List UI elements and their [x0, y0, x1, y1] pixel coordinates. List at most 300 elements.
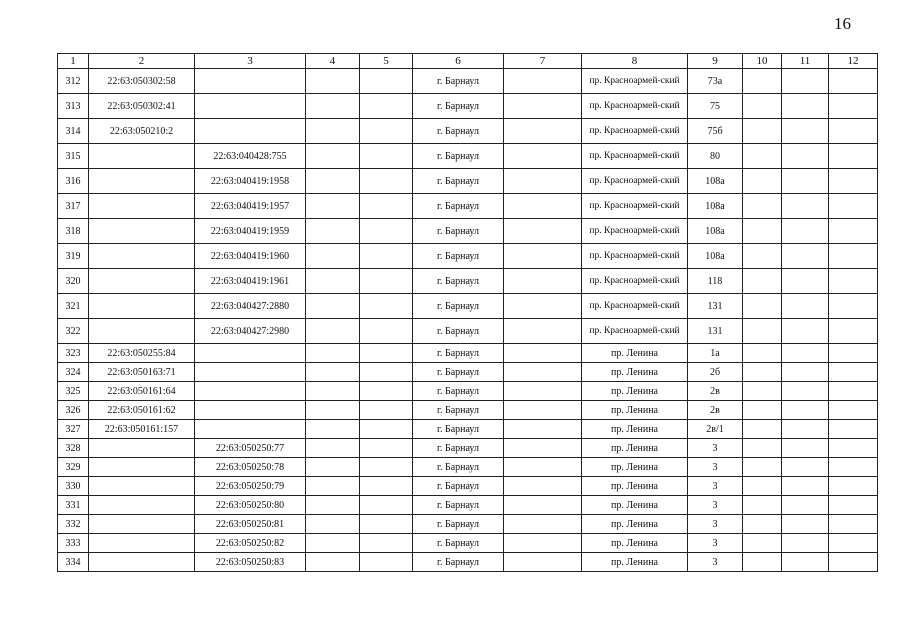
col12-cell: [829, 244, 878, 269]
col12-cell: [829, 458, 878, 477]
col11-cell: [782, 439, 829, 458]
col11-cell: [782, 515, 829, 534]
cadastral-number-cell-2: 22:63:040427:2880: [195, 294, 306, 319]
col4-cell: [306, 553, 360, 572]
row-number-cell: 334: [58, 553, 89, 572]
street-cell: пр. Ленина: [582, 515, 688, 534]
street-cell: пр. Ленина: [582, 458, 688, 477]
street-cell: пр. Красноармей-ский: [582, 169, 688, 194]
column-header: 8: [582, 54, 688, 69]
col7-cell: [504, 244, 582, 269]
col12-cell: [829, 219, 878, 244]
city-cell: г. Барнаул: [413, 269, 504, 294]
col11-cell: [782, 319, 829, 344]
col7-cell: [504, 169, 582, 194]
col10-cell: [743, 69, 782, 94]
col12-cell: [829, 515, 878, 534]
table-row: [58, 515, 878, 534]
col4-cell: [306, 439, 360, 458]
col11-cell: [782, 344, 829, 363]
register-table: [57, 53, 878, 572]
street-cell: пр. Ленина: [582, 420, 688, 439]
street-cell: пр. Ленина: [582, 401, 688, 420]
col11-cell: [782, 69, 829, 94]
col5-cell: [360, 194, 413, 219]
cadastral-number-cell: 22:63:050161:62: [89, 401, 195, 420]
col4-cell: [306, 219, 360, 244]
col10-cell: [743, 244, 782, 269]
col11-cell: [782, 144, 829, 169]
column-header: 2: [89, 54, 195, 69]
row-number-cell: 323: [58, 344, 89, 363]
row-number-cell: 316: [58, 169, 89, 194]
col7-cell: [504, 534, 582, 553]
col4-cell: [306, 269, 360, 294]
cadastral-number-cell-2: 22:63:040427:2980: [195, 319, 306, 344]
row-number-cell: 317: [58, 194, 89, 219]
col5-cell: [360, 401, 413, 420]
table-row: [58, 144, 878, 169]
col7-cell: [504, 194, 582, 219]
row-number-cell: 333: [58, 534, 89, 553]
cadastral-number-cell-2: 22:63:050250:82: [195, 534, 306, 553]
col5-cell: [360, 496, 413, 515]
col10-cell: [743, 119, 782, 144]
col10-cell: [743, 144, 782, 169]
col10-cell: [743, 420, 782, 439]
col7-cell: [504, 458, 582, 477]
city-cell: г. Барнаул: [413, 94, 504, 119]
col4-cell: [306, 458, 360, 477]
col10-cell: [743, 439, 782, 458]
house-number-cell: 108а: [688, 219, 743, 244]
cadastral-number-cell: [89, 477, 195, 496]
col12-cell: [829, 144, 878, 169]
house-number-cell: 3: [688, 439, 743, 458]
col5-cell: [360, 269, 413, 294]
col10-cell: [743, 401, 782, 420]
col12-cell: [829, 344, 878, 363]
col5-cell: [360, 144, 413, 169]
city-cell: г. Барнаул: [413, 515, 504, 534]
street-cell: пр. Ленина: [582, 534, 688, 553]
col11-cell: [782, 219, 829, 244]
table-row: [58, 194, 878, 219]
cadastral-number-cell: [89, 458, 195, 477]
column-header: 7: [504, 54, 582, 69]
table-row: [58, 94, 878, 119]
street-cell: пр. Красноармей-ский: [582, 319, 688, 344]
column-header: 1: [58, 54, 89, 69]
house-number-cell: 75: [688, 94, 743, 119]
col12-cell: [829, 420, 878, 439]
col5-cell: [360, 219, 413, 244]
col4-cell: [306, 344, 360, 363]
street-cell: пр. Ленина: [582, 477, 688, 496]
cadastral-number-cell: [89, 496, 195, 515]
street-cell: пр. Красноармей-ский: [582, 94, 688, 119]
cadastral-number-cell-2: 22:63:040428:755: [195, 144, 306, 169]
col7-cell: [504, 294, 582, 319]
col7-cell: [504, 382, 582, 401]
col7-cell: [504, 439, 582, 458]
table-row: [58, 477, 878, 496]
column-header: 12: [829, 54, 878, 69]
row-number-cell: 329: [58, 458, 89, 477]
col7-cell: [504, 119, 582, 144]
house-number-cell: 2б: [688, 363, 743, 382]
cadastral-number-cell-2: [195, 94, 306, 119]
col11-cell: [782, 119, 829, 144]
house-number-cell: 3: [688, 553, 743, 572]
table-row: [58, 534, 878, 553]
col5-cell: [360, 553, 413, 572]
col7-cell: [504, 144, 582, 169]
col12-cell: [829, 363, 878, 382]
street-cell: пр. Ленина: [582, 382, 688, 401]
table-row: [58, 69, 878, 94]
col5-cell: [360, 477, 413, 496]
cadastral-number-cell-2: 22:63:050250:78: [195, 458, 306, 477]
column-header: 11: [782, 54, 829, 69]
col10-cell: [743, 319, 782, 344]
row-number-cell: 318: [58, 219, 89, 244]
house-number-cell: 73а: [688, 69, 743, 94]
col11-cell: [782, 401, 829, 420]
cadastral-number-cell: [89, 269, 195, 294]
street-cell: пр. Красноармей-ский: [582, 119, 688, 144]
column-header: 9: [688, 54, 743, 69]
col10-cell: [743, 458, 782, 477]
table-row: [58, 496, 878, 515]
column-header: 3: [195, 54, 306, 69]
col10-cell: [743, 344, 782, 363]
col10-cell: [743, 94, 782, 119]
row-number-cell: 315: [58, 144, 89, 169]
col11-cell: [782, 553, 829, 572]
col12-cell: [829, 69, 878, 94]
house-number-cell: 131: [688, 319, 743, 344]
cadastral-number-cell: [89, 244, 195, 269]
row-number-cell: 322: [58, 319, 89, 344]
cadastral-number-cell: 22:63:050302:41: [89, 94, 195, 119]
cadastral-number-cell: [89, 534, 195, 553]
table-row: [58, 319, 878, 344]
col7-cell: [504, 553, 582, 572]
cadastral-number-cell-2: [195, 363, 306, 382]
col7-cell: [504, 319, 582, 344]
city-cell: г. Барнаул: [413, 119, 504, 144]
col7-cell: [504, 219, 582, 244]
row-number-cell: 313: [58, 94, 89, 119]
table-header-row: [58, 54, 878, 69]
col12-cell: [829, 534, 878, 553]
page-number: 16: [834, 14, 851, 33]
table-row: [58, 219, 878, 244]
col10-cell: [743, 553, 782, 572]
street-cell: пр. Ленина: [582, 496, 688, 515]
house-number-cell: 2в/1: [688, 420, 743, 439]
cadastral-number-cell-2: [195, 382, 306, 401]
house-number-cell: 80: [688, 144, 743, 169]
col5-cell: [360, 119, 413, 144]
col5-cell: [360, 319, 413, 344]
col5-cell: [360, 344, 413, 363]
col10-cell: [743, 515, 782, 534]
house-number-cell: 3: [688, 515, 743, 534]
city-cell: г. Барнаул: [413, 219, 504, 244]
col5-cell: [360, 458, 413, 477]
street-cell: пр. Красноармей-ский: [582, 144, 688, 169]
row-number-cell: 312: [58, 69, 89, 94]
city-cell: г. Барнаул: [413, 363, 504, 382]
house-number-cell: 3: [688, 477, 743, 496]
row-number-cell: 325: [58, 382, 89, 401]
house-number-cell: 108а: [688, 169, 743, 194]
col11-cell: [782, 94, 829, 119]
col5-cell: [360, 515, 413, 534]
city-cell: г. Барнаул: [413, 496, 504, 515]
row-number-cell: 319: [58, 244, 89, 269]
col7-cell: [504, 401, 582, 420]
col4-cell: [306, 144, 360, 169]
col11-cell: [782, 244, 829, 269]
cadastral-number-cell: 22:63:050255:84: [89, 344, 195, 363]
col5-cell: [360, 169, 413, 194]
house-number-cell: 2в: [688, 382, 743, 401]
table-row: [58, 344, 878, 363]
cadastral-number-cell: [89, 515, 195, 534]
row-number-cell: 328: [58, 439, 89, 458]
col5-cell: [360, 69, 413, 94]
col7-cell: [504, 269, 582, 294]
cadastral-number-cell: [89, 144, 195, 169]
col12-cell: [829, 382, 878, 401]
cadastral-number-cell-2: 22:63:050250:80: [195, 496, 306, 515]
house-number-cell: 75б: [688, 119, 743, 144]
cadastral-number-cell: [89, 553, 195, 572]
city-cell: г. Барнаул: [413, 294, 504, 319]
house-number-cell: 2в: [688, 401, 743, 420]
house-number-cell: 118: [688, 269, 743, 294]
row-number-cell: 320: [58, 269, 89, 294]
col10-cell: [743, 496, 782, 515]
house-number-cell: 108а: [688, 244, 743, 269]
row-number-cell: 326: [58, 401, 89, 420]
col4-cell: [306, 363, 360, 382]
house-number-cell: 1а: [688, 344, 743, 363]
col7-cell: [504, 477, 582, 496]
col12-cell: [829, 319, 878, 344]
col12-cell: [829, 401, 878, 420]
table-row: [58, 553, 878, 572]
cadastral-number-cell: 22:63:050161:157: [89, 420, 195, 439]
city-cell: г. Барнаул: [413, 534, 504, 553]
col4-cell: [306, 169, 360, 194]
col11-cell: [782, 458, 829, 477]
col12-cell: [829, 477, 878, 496]
col12-cell: [829, 94, 878, 119]
col4-cell: [306, 477, 360, 496]
col7-cell: [504, 69, 582, 94]
row-number-cell: 330: [58, 477, 89, 496]
col7-cell: [504, 515, 582, 534]
house-number-cell: 108а: [688, 194, 743, 219]
cadastral-number-cell: [89, 169, 195, 194]
col11-cell: [782, 169, 829, 194]
col12-cell: [829, 439, 878, 458]
table-row: [58, 363, 878, 382]
table-row: [58, 439, 878, 458]
street-cell: пр. Ленина: [582, 363, 688, 382]
col7-cell: [504, 420, 582, 439]
col10-cell: [743, 534, 782, 553]
cadastral-number-cell-2: [195, 401, 306, 420]
cadastral-number-cell-2: 22:63:040419:1957: [195, 194, 306, 219]
house-number-cell: 131: [688, 294, 743, 319]
col12-cell: [829, 169, 878, 194]
row-number-cell: 321: [58, 294, 89, 319]
table-row: [58, 420, 878, 439]
table-row: [58, 294, 878, 319]
col11-cell: [782, 363, 829, 382]
col4-cell: [306, 194, 360, 219]
cadastral-number-cell: [89, 439, 195, 458]
cadastral-number-cell-2: 22:63:040419:1959: [195, 219, 306, 244]
col10-cell: [743, 477, 782, 496]
street-cell: пр. Красноармей-ский: [582, 219, 688, 244]
col10-cell: [743, 382, 782, 401]
city-cell: г. Барнаул: [413, 458, 504, 477]
col10-cell: [743, 294, 782, 319]
city-cell: г. Барнаул: [413, 169, 504, 194]
col10-cell: [743, 194, 782, 219]
col11-cell: [782, 496, 829, 515]
col11-cell: [782, 534, 829, 553]
cadastral-number-cell: 22:63:050161:64: [89, 382, 195, 401]
col5-cell: [360, 363, 413, 382]
col5-cell: [360, 294, 413, 319]
city-cell: г. Барнаул: [413, 401, 504, 420]
col4-cell: [306, 244, 360, 269]
col4-cell: [306, 496, 360, 515]
cadastral-number-cell-2: [195, 119, 306, 144]
street-cell: пр. Ленина: [582, 439, 688, 458]
table-row: [58, 269, 878, 294]
cadastral-number-cell: [89, 194, 195, 219]
col4-cell: [306, 69, 360, 94]
col12-cell: [829, 119, 878, 144]
col11-cell: [782, 269, 829, 294]
city-cell: г. Барнаул: [413, 69, 504, 94]
col7-cell: [504, 94, 582, 119]
city-cell: г. Барнаул: [413, 477, 504, 496]
city-cell: г. Барнаул: [413, 439, 504, 458]
col4-cell: [306, 515, 360, 534]
col4-cell: [306, 294, 360, 319]
column-header: 10: [743, 54, 782, 69]
col4-cell: [306, 420, 360, 439]
col11-cell: [782, 294, 829, 319]
col11-cell: [782, 382, 829, 401]
col12-cell: [829, 553, 878, 572]
row-number-cell: 314: [58, 119, 89, 144]
city-cell: г. Барнаул: [413, 244, 504, 269]
street-cell: пр. Ленина: [582, 344, 688, 363]
house-number-cell: 3: [688, 458, 743, 477]
row-number-cell: 327: [58, 420, 89, 439]
col11-cell: [782, 420, 829, 439]
city-cell: г. Барнаул: [413, 344, 504, 363]
col12-cell: [829, 294, 878, 319]
col5-cell: [360, 534, 413, 553]
street-cell: пр. Красноармей-ский: [582, 69, 688, 94]
city-cell: г. Барнаул: [413, 420, 504, 439]
col5-cell: [360, 382, 413, 401]
house-number-cell: 3: [688, 496, 743, 515]
row-number-cell: 324: [58, 363, 89, 382]
house-number-cell: 3: [688, 534, 743, 553]
col10-cell: [743, 219, 782, 244]
row-number-cell: 332: [58, 515, 89, 534]
col12-cell: [829, 269, 878, 294]
col5-cell: [360, 439, 413, 458]
table-row: [58, 169, 878, 194]
cadastral-number-cell: 22:63:050163:71: [89, 363, 195, 382]
col10-cell: [743, 269, 782, 294]
column-header: 5: [360, 54, 413, 69]
city-cell: г. Барнаул: [413, 144, 504, 169]
street-cell: пр. Красноармей-ский: [582, 244, 688, 269]
col7-cell: [504, 363, 582, 382]
col7-cell: [504, 344, 582, 363]
cadastral-number-cell: [89, 319, 195, 344]
cadastral-number-cell-2: 22:63:050250:79: [195, 477, 306, 496]
street-cell: пр. Ленина: [582, 553, 688, 572]
cadastral-number-cell-2: [195, 344, 306, 363]
col7-cell: [504, 496, 582, 515]
cadastral-number-cell-2: 22:63:040419:1960: [195, 244, 306, 269]
table-row: [58, 119, 878, 144]
col5-cell: [360, 420, 413, 439]
col12-cell: [829, 496, 878, 515]
table-row: [58, 458, 878, 477]
col4-cell: [306, 401, 360, 420]
col4-cell: [306, 319, 360, 344]
city-cell: г. Барнаул: [413, 194, 504, 219]
city-cell: г. Барнаул: [413, 319, 504, 344]
cadastral-number-cell-2: [195, 69, 306, 94]
cadastral-number-cell: [89, 219, 195, 244]
street-cell: пр. Красноармей-ский: [582, 194, 688, 219]
col4-cell: [306, 94, 360, 119]
col10-cell: [743, 169, 782, 194]
city-cell: г. Барнаул: [413, 553, 504, 572]
col10-cell: [743, 363, 782, 382]
table-row: [58, 382, 878, 401]
street-cell: пр. Красноармей-ский: [582, 294, 688, 319]
cadastral-number-cell-2: 22:63:040419:1961: [195, 269, 306, 294]
column-header: 4: [306, 54, 360, 69]
table-row: [58, 244, 878, 269]
cadastral-number-cell-2: 22:63:050250:83: [195, 553, 306, 572]
col5-cell: [360, 244, 413, 269]
col5-cell: [360, 94, 413, 119]
street-cell: пр. Красноармей-ский: [582, 269, 688, 294]
cadastral-number-cell: 22:63:050210:2: [89, 119, 195, 144]
col12-cell: [829, 194, 878, 219]
cadastral-number-cell-2: [195, 420, 306, 439]
